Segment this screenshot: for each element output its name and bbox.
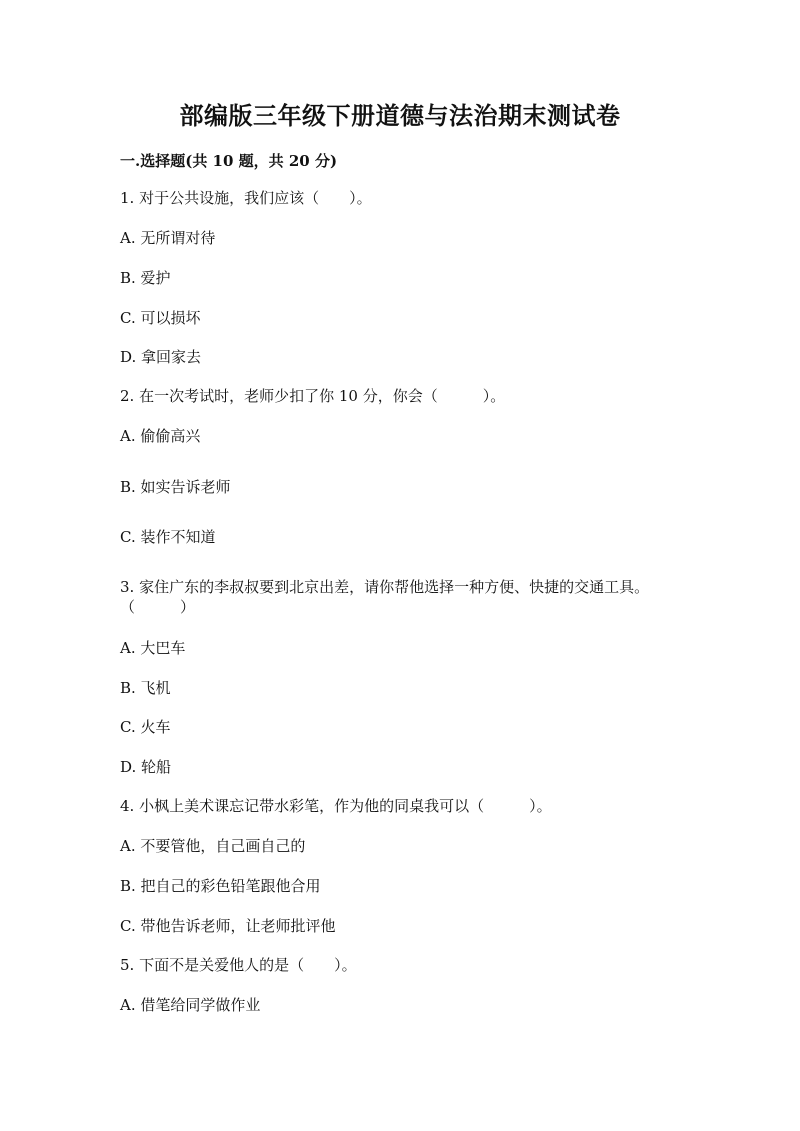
question-option: B. 飞机 [120,679,171,697]
question-option: C. 装作不知道 [120,528,216,546]
question-option: B. 把自己的彩色铅笔跟他合用 [120,877,321,895]
question-option: C. 带他告诉老师，让老师批评他 [120,917,336,935]
question-option: C. 可以损坏 [120,309,201,327]
question-option: A. 大巴车 [120,639,186,657]
question-stem: 4. 小枫上美术课忘记带水彩笔，作为他的同桌我可以（ ）。 [120,797,552,815]
question-option: A. 偷偷高兴 [120,427,201,445]
question-option: C. 火车 [120,718,171,736]
question-stem: 2. 在一次考试时，老师少扣了你 10 分，你会（ ）。 [120,387,506,405]
question-option: A. 借笔给同学做作业 [120,996,261,1014]
question-option: B. 爱护 [120,269,171,287]
question-option: B. 如实告诉老师 [120,478,231,496]
question-option: D. 轮船 [120,758,172,776]
question-option: A. 不要管他，自己画自己的 [120,837,306,855]
section-heading: 一.选择题(共 10 题，共 20 分) [120,152,338,170]
question-stem: 1. 对于公共设施，我们应该（ ）。 [120,189,372,207]
question-option: A. 无所谓对待 [120,229,216,247]
page-title: 部编版三年级下册道德与法治期末测试卷 [179,101,621,130]
question-stem: 3. 家住广东的李叔叔要到北京出差，请你帮他选择一种方便、快捷的交通工具。（ ） [120,578,650,616]
question-option: D. 拿回家去 [120,348,202,366]
question-stem: 5. 下面不是关爱他人的是（ ）。 [120,956,357,974]
